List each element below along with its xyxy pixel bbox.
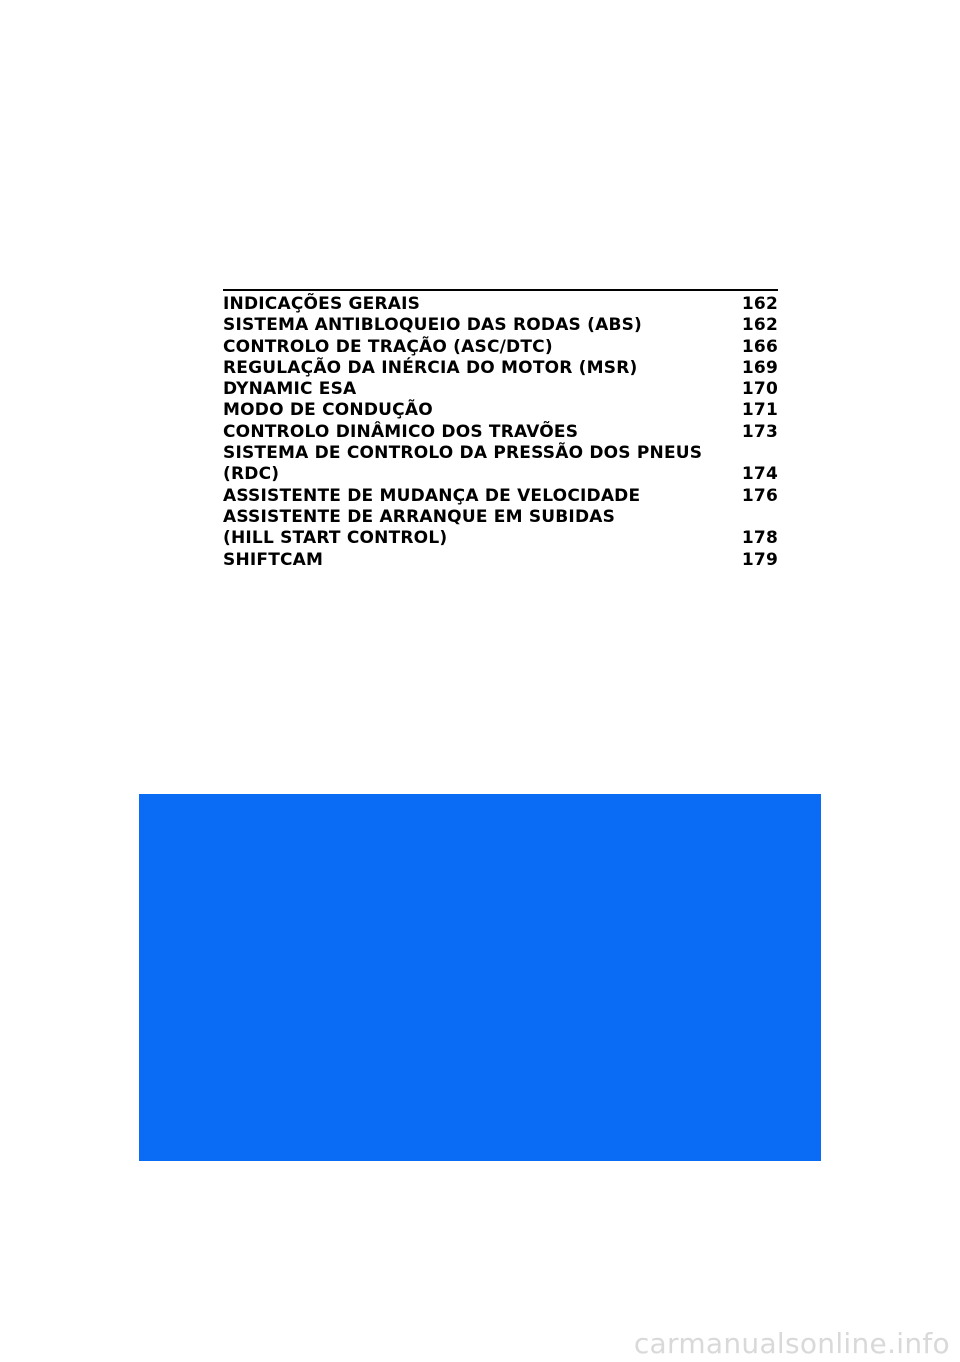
toc-entry[interactable]	[223, 443, 778, 486]
toc-entry-page: 162	[741, 315, 778, 336]
toc-entry-page: 173	[741, 421, 778, 442]
toc-entry[interactable]	[223, 400, 778, 421]
toc-entry-title: MODO DE CONDUÇÃO	[223, 400, 433, 421]
toc-entry[interactable]	[223, 337, 778, 358]
toc-entry-page: 170	[741, 379, 778, 400]
toc-entry[interactable]	[223, 294, 778, 315]
toc-entry-title: ASSISTENTE DE MUDANÇA DE VELOCIDADE	[223, 485, 641, 506]
toc-entry[interactable]	[223, 379, 778, 400]
toc-entry-title: SISTEMA DE CONTROLO DA PRESSÃO DOS PNEUS (RDC)	[223, 443, 703, 485]
toc-entry-title: DYNAMIC ESA	[223, 379, 357, 400]
toc-entry-page: 169	[741, 357, 778, 378]
toc-entry-page: 178	[741, 528, 778, 549]
toc-entry[interactable]	[223, 550, 778, 571]
toc-entry-title: SISTEMA ANTIBLOQUEIO DAS RODAS (ABS)	[223, 315, 643, 336]
toc-entry-title: SHIFTCAM	[223, 549, 324, 570]
watermark: carmanualsonline.info	[633, 1327, 950, 1360]
toc-entry-title: CONTROLO DINÂMICO DOS TRAVÕES	[223, 421, 579, 442]
toc-entry-title: REGULAÇÃO DA INÉRCIA DO MOTOR (MSR)	[223, 357, 638, 378]
toc-entry[interactable]	[223, 507, 778, 550]
toc-entry[interactable]	[223, 422, 778, 443]
toc-entry-title: INDICAÇÕES GERAIS	[223, 294, 421, 314]
toc-entry[interactable]	[223, 358, 778, 379]
toc-entry-page: 179	[741, 549, 778, 570]
toc-entry-title: CONTROLO DE TRAÇÃO (ASC/DTC)	[223, 336, 553, 357]
toc-entry-page: 166	[741, 336, 778, 357]
toc-entry-page: 171	[741, 400, 778, 421]
toc-entry-title: ASSISTENTE DE ARRANQUE EM SUBIDAS (HILL START CONTROL)	[223, 506, 616, 549]
toc-entry-page: 174	[741, 464, 778, 485]
chapter-color-panel	[139, 794, 821, 1161]
table-of-contents	[223, 289, 778, 571]
toc-entry-page: 176	[741, 485, 778, 506]
toc-entry-page: 162	[741, 294, 778, 314]
toc-entry[interactable]	[223, 486, 778, 507]
toc-entry[interactable]	[223, 315, 778, 336]
